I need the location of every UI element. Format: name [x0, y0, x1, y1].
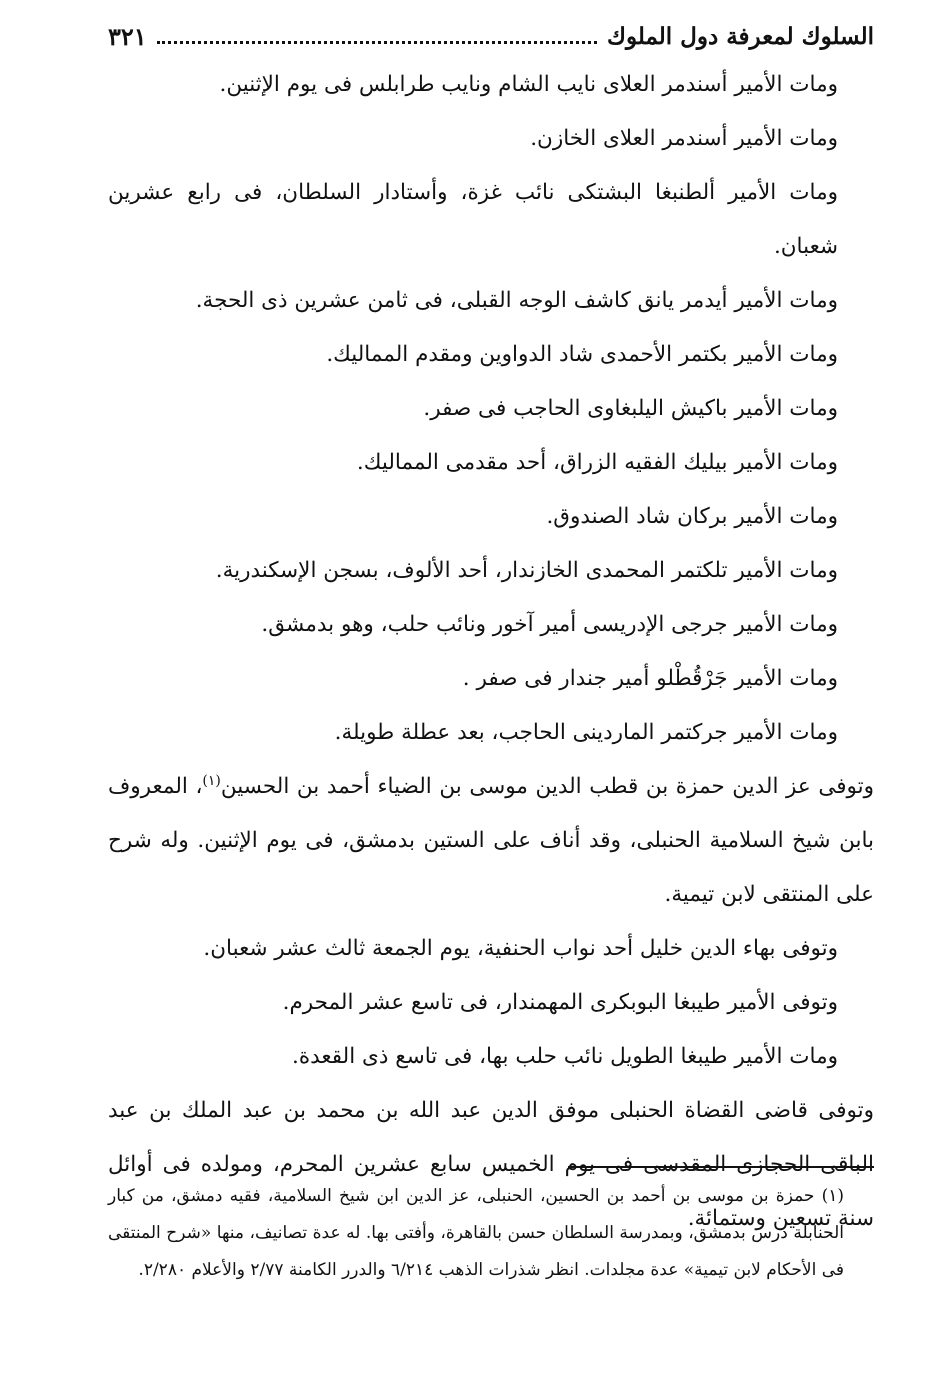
footnote-separator [568, 1166, 874, 1168]
paragraph: ومات الأمير ألطنبغا البشتكى نائب غزة، وأستادار السلطان، فى رابع عشرين شعبان. [108, 180, 838, 259]
paragraph: ومات الأمير أسندمر العلاى نايب الشام ونايب طرابلس فى يوم الإثنين. [219, 72, 838, 97]
paragraph: ومات الأمير بيليك الفقيه الزراق، أحد مقدمى المماليك. [356, 450, 838, 475]
paragraph-hamza [108, 760, 874, 922]
paragraph: ومات الأمير بركان شاد الصندوق. [546, 504, 838, 529]
page-number: ٣٢١ [108, 21, 147, 51]
paragraph: ومات الأمير جَرْقُطْلو أمير جندار فى صفر . [462, 666, 838, 691]
paragraph: وتوفى الأمير طيبغا البوبكرى المهمندار، فى تاسع عشر المحرم. [282, 990, 838, 1015]
footnote-text: (١) حمزة بن موسى بن أحمد بن الحسين، الحنبلى، عز الدين ابن شيخ السلامية، فقيه دمشق، من كبار الحنابلة درس بدمشق، وبمدرسة السلطان حسن بالقاهرة، وأفتى بها. له عدة تصانيف، منها «شرح المنتقى فى الأحكام لابن تيمية» عدة مجلدات. انظر شذرات الذهب ٦/٢١٤ والدرر الكامنة ٢/٧٧ والأعلام ٢/٢٨٠. [108, 1186, 844, 1280]
paragraph: ومات الأمير جركتمر الماردينى الحاجب، بعد عطلة طويلة. [334, 720, 838, 745]
paragraph: ومات الأمير طيبغا الطويل نائب حلب بها، فى تاسع ذى القعدة. [292, 1044, 838, 1069]
main-text [108, 58, 874, 1246]
footnote-reference: (١) [202, 772, 221, 789]
footnote [108, 1178, 874, 1289]
running-header [108, 14, 874, 58]
book-title: السلوك لمعرفة دول الملوك [606, 22, 874, 50]
paragraph: ومات الأمير باكيش اليلبغاوى الحاجب فى صفر. [423, 396, 838, 421]
paragraph: ومات الأمير بكتمر الأحمدى شاد الدواوين ومقدم المماليك. [326, 342, 838, 367]
header-dot-leader [157, 41, 597, 44]
paragraph-last: وتوفى قاضى القضاة الحنبلى موفق الدين عبد الله بن محمد بن عبد الملك بن عبد الباقى الحجازى المقدسى فى يوم الخميس سابع عشرين المحرم، ومولده فى أوائل سنة تسعين وستمائة. [108, 1098, 874, 1231]
paragraph: ومات الأمير أيدمر يانق كاشف الوجه القبلى، فى ثامن عشرين ذى الحجة. [195, 288, 838, 313]
hamza-text-end: ، المعروف بابن شيخ السلامية الحنبلى، وقد أناف على الستين بدمشق، فى يوم الإثنين. وله شرح على المنتقى لابن تيمية. [108, 774, 874, 907]
paragraph: ومات الأمير جرجى الإدريسى أمير آخور ونائب حلب، وهو بدمشق. [261, 612, 838, 637]
paragraph: ومات الأمير أسندمر العلاى الخازن. [530, 126, 838, 151]
paragraph: ومات الأمير تلكتمر المحمدى الخازندار، أحد الألوف، بسجن الإسكندرية. [215, 558, 838, 583]
paragraph: وتوفى بهاء الدين خليل أحد نواب الحنفية، يوم الجمعة ثالث عشر شعبان. [203, 936, 838, 961]
hamza-text-start: وتوفى عز الدين حمزة بن قطب الدين موسى بن الضياء أحمد بن الحسين [220, 774, 874, 799]
